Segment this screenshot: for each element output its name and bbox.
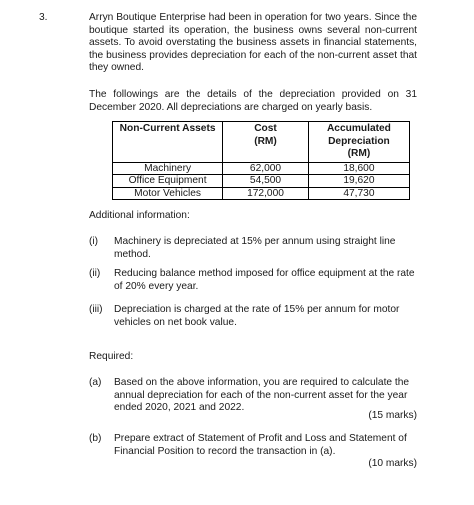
question-number: 3. — [39, 12, 48, 23]
required-heading: Required: — [89, 351, 134, 362]
depreciation-table — [112, 121, 410, 200]
details-paragraph: The followings are the details of the depreciation provided on 31 December 2020. All depreciations are charged on yearly basis. — [89, 89, 417, 113]
marks-label: (15 marks) — [368, 410, 417, 421]
intro-paragraph: Arryn Boutique Enterprise had been in operation for two years. Since the boutique started its operation, the business owns several non-current assets. To avoid overstating the business assets in financial statements, the business provides depreciation for each of the non-current asset that they owned. — [89, 12, 417, 73]
cell-accumulated: 47,730 — [308, 187, 409, 200]
item-label: (ii) — [89, 268, 101, 279]
item-text: Depreciation is charged at the rate of 15% per annum for motor vehicles on net book value. — [114, 304, 400, 328]
cell-accumulated: 18,600 — [308, 162, 409, 175]
table-row — [113, 162, 410, 175]
table-row — [113, 187, 410, 200]
table-header-row — [113, 122, 410, 163]
item-text: Prepare extract of Statement of Profit and Loss and Statement of Financial Position to record the transaction in (a). — [114, 433, 407, 457]
additional-heading: Additional information: — [89, 210, 190, 221]
item-text: Reducing balance method imposed for office equipment at the rate of 20% every year. — [114, 268, 415, 292]
cell-asset: Machinery — [113, 162, 223, 175]
header-cost: Cost (RM) — [223, 122, 309, 163]
cell-cost: 54,500 — [223, 175, 309, 188]
cell-asset: Office Equipment — [113, 175, 223, 188]
item-label: (b) — [89, 433, 102, 444]
item-label: (a) — [89, 377, 102, 388]
cell-accumulated: 19,620 — [308, 175, 409, 188]
item-text: Based on the above information, you are required to calculate the annual depreciation for each of the non-current asset for the year ended 2020, 2021 and 2022. — [114, 377, 410, 413]
header-accumulated: Accumulated Depreciation (RM) — [308, 122, 409, 163]
cell-asset: Motor Vehicles — [113, 187, 223, 200]
cell-cost: 172,000 — [223, 187, 309, 200]
header-asset: Non-Current Assets — [113, 122, 223, 163]
item-text: Machinery is depreciated at 15% per annum using straight line method. — [114, 236, 396, 260]
item-label: (iii) — [89, 304, 103, 315]
marks-label: (10 marks) — [368, 458, 417, 469]
table-row — [113, 175, 410, 188]
item-label: (i) — [89, 236, 99, 247]
cell-cost: 62,000 — [223, 162, 309, 175]
